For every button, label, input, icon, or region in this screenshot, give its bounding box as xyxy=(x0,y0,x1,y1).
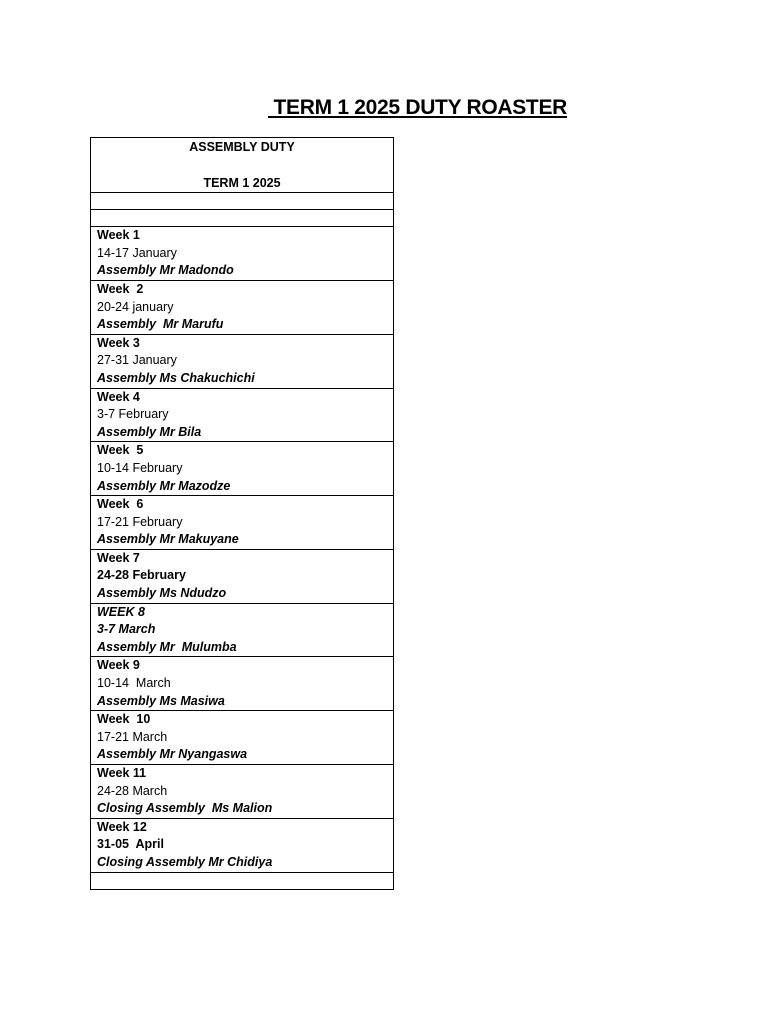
table-row xyxy=(91,388,394,442)
week-label: Week 12 xyxy=(97,819,147,834)
table-row xyxy=(91,765,394,819)
week-dates: 3-7 March xyxy=(97,622,156,637)
week-dates: 14-17 January xyxy=(97,245,177,260)
table-row xyxy=(91,711,394,765)
week-dates: 31-05 April xyxy=(97,837,164,852)
page-title: TERM 1 2025 DUTY ROASTER xyxy=(268,96,568,119)
week-duty: Assembly Mr Madondo xyxy=(97,263,234,278)
week-label: Week 4 xyxy=(97,389,140,404)
table-row xyxy=(91,442,394,496)
week-label: WEEK 8 xyxy=(97,604,145,619)
week-dates: 17-21 February xyxy=(97,514,183,529)
week-duty: Assembly Ms Ndudzo xyxy=(97,586,227,601)
table-row xyxy=(91,280,394,334)
week-dates: 10-14 February xyxy=(97,460,183,475)
header-assembly-duty: ASSEMBLY DUTY xyxy=(189,140,295,154)
week-dates: 10-14 March xyxy=(97,676,171,691)
week-dates: 20-24 january xyxy=(97,299,174,314)
week-label: Week 2 xyxy=(97,281,144,296)
week-label: Week 11 xyxy=(97,766,147,780)
week-dates: 24-28 March xyxy=(97,783,168,798)
table-row xyxy=(91,334,394,388)
week-duty: Closing Assembly Mr Chidiya xyxy=(97,854,273,869)
week-label: Week 10 xyxy=(97,712,151,727)
table-header-cell xyxy=(91,138,394,193)
week-duty: Assembly Mr Bila xyxy=(97,424,202,439)
week-duty: Assembly Mr Marufu xyxy=(97,317,224,332)
duty-roster-table xyxy=(90,137,394,890)
week-duty: Assembly Ms Chakuchichi xyxy=(97,370,255,385)
week-dates: 17-21 March xyxy=(97,729,168,744)
table-row xyxy=(91,549,394,603)
week-label: Week 6 xyxy=(97,497,144,512)
table-row xyxy=(91,496,394,550)
header-term: TERM 1 2025 xyxy=(203,175,281,190)
week-duty: Closing Assembly Ms Malion xyxy=(97,801,273,816)
table-header-row xyxy=(91,138,394,193)
table-row xyxy=(91,818,394,872)
table-row xyxy=(91,657,394,711)
week-dates: 24-28 February xyxy=(97,568,186,583)
week-label: Week 9 xyxy=(97,658,140,673)
blank-row xyxy=(91,193,394,210)
week-label: Week 3 xyxy=(97,335,140,350)
table-row xyxy=(91,603,394,657)
table-row xyxy=(91,227,394,281)
blank-row xyxy=(91,872,394,889)
week-duty: Assembly Mr Nyangaswa xyxy=(97,747,248,762)
week-dates: 3-7 February xyxy=(97,407,169,422)
week-duty: Assembly Mr Makuyane xyxy=(97,532,239,547)
blank-row xyxy=(91,210,394,227)
week-duty: Assembly Ms Masiwa xyxy=(97,693,225,708)
week-dates: 27-31 January xyxy=(97,353,177,368)
week-label: Week 7 xyxy=(97,550,140,565)
week-label: Week 5 xyxy=(97,443,144,458)
week-duty: Assembly Mr Mulumba xyxy=(97,639,237,654)
week-duty: Assembly Mr Mazodze xyxy=(97,478,231,493)
week-label: Week 1 xyxy=(97,228,140,243)
